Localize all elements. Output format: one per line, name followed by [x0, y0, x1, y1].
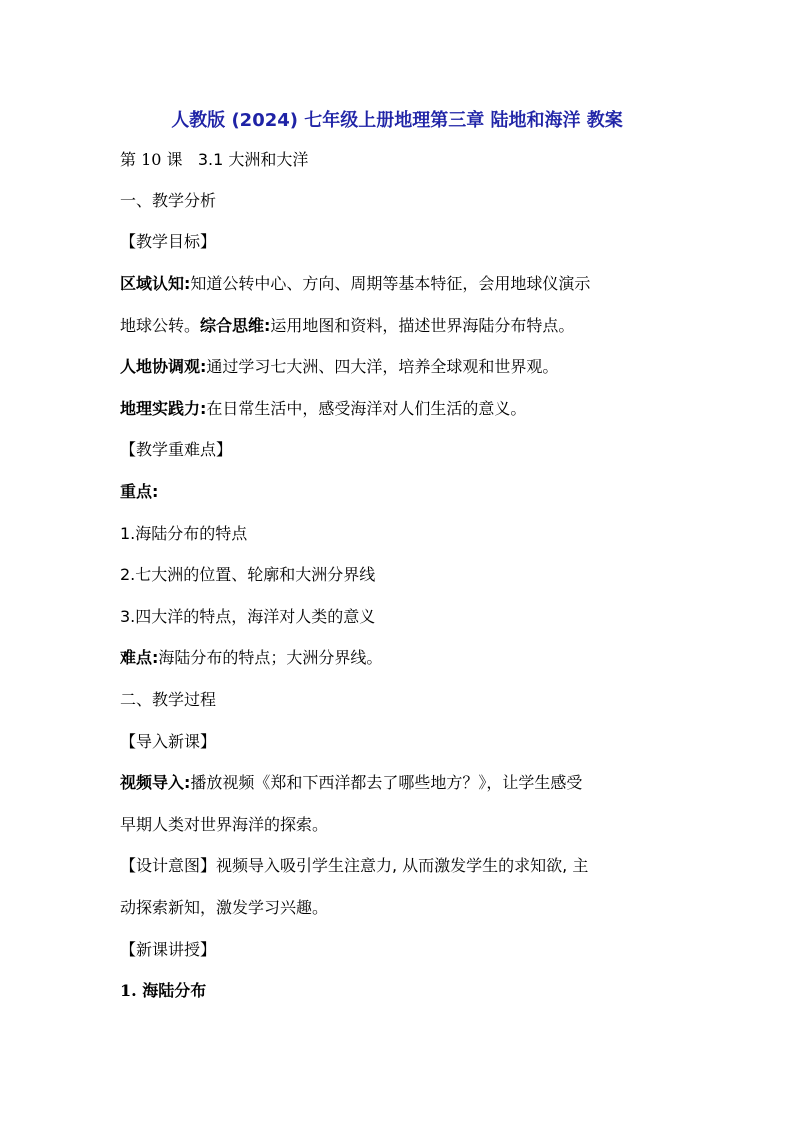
difficult-text: 海陆分布的特点；大洲分界线。 [158, 648, 383, 667]
goal-label: 地理实践力: [120, 399, 207, 418]
goal-text: 知道公转中心、方向、周期等基本特征，会用地球仪演示 [190, 274, 591, 293]
video-intro [120, 772, 582, 794]
video-text: 播放视频《郑和下西洋都去了哪些地方？》，让学生感受 [190, 773, 583, 792]
goal-text: 通过学习七大洲、四大洋，培养全球观和世界观。 [206, 357, 559, 376]
goal-human-land [120, 356, 558, 378]
video-label: 视频导入: [120, 773, 191, 792]
intro-header: 【导入新课】 [120, 732, 217, 751]
key-item: 3.四大洋的特点，海洋对人类的意义 [120, 607, 376, 626]
new-lesson-header: 【新课讲授】 [120, 940, 217, 959]
subsection-heading: 1. 海陆分布 [120, 981, 207, 1000]
lesson-heading [120, 149, 308, 171]
goal-regional-cognition [120, 273, 590, 295]
goal-label: 人地协调观: [120, 357, 207, 376]
goal-text: 在日常生活中，感受海洋对人们生活的意义。 [206, 399, 527, 418]
goal-label: 综合思维: [200, 316, 271, 335]
difficult-point [120, 647, 382, 669]
goal-practice [120, 398, 526, 420]
section-heading-analysis: 一、教学分析 [120, 191, 217, 210]
key-item: 1.海陆分布的特点 [120, 524, 248, 543]
difficult-label: 难点: [120, 648, 159, 667]
key-label: 重点: [120, 482, 159, 501]
section-heading-process: 二、教学过程 [120, 690, 217, 709]
goal-label: 区域认知: [120, 274, 191, 293]
lesson-number: 第 10 课 [120, 150, 183, 169]
goals-header: 【教学目标】 [120, 232, 217, 251]
document-title: 人教版 (2024) 七年级上册地理第三章 陆地和海洋 教案 [171, 110, 623, 131]
goal-text: 运用地图和资料，描述世界海陆分布特点。 [270, 316, 575, 335]
key-points-header: 【教学重难点】 [120, 440, 233, 459]
video-intro-cont: 早期人类对世界海洋的探索。 [120, 815, 329, 834]
key-item: 2.七大洲的位置、轮廓和大洲分界线 [120, 565, 376, 584]
design-intent: 【设计意图】视频导入吸引学生注意力, 从而激发学生的求知欲, 主 [120, 856, 589, 875]
design-intent-cont: 动探索新知，激发学习兴趣。 [120, 898, 329, 917]
goal-text: 地球公转。 [120, 316, 201, 335]
lesson-title: 3.1 大洲和大洋 [197, 150, 309, 169]
goal-line-2 [120, 315, 574, 337]
